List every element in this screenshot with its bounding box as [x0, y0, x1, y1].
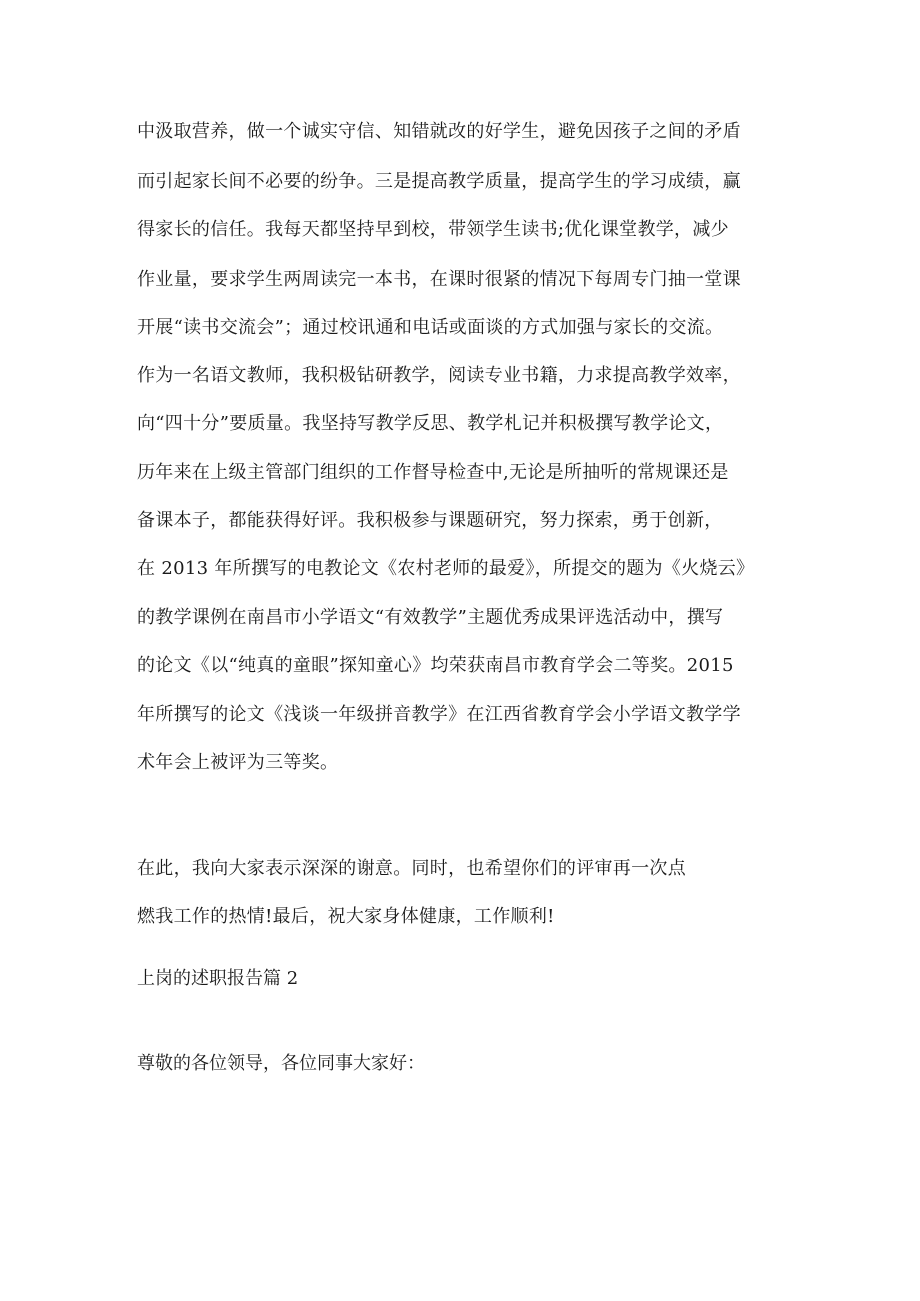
paragraph-line: 的教学课例在南昌市小学语文“有效教学”主题优秀成果评选活动中，撰写: [137, 607, 724, 628]
paragraph-line: 备课本子，都能获得好评。我积极参与课题研究，努力探索，勇于创新，: [137, 510, 723, 531]
paragraph-line: 得家长的信任。我每天都坚持早到校，带领学生读书;优化课堂教学，减少: [137, 219, 729, 240]
paragraph-line: 的论文《以“纯真的童眼”探知童心》均荣获南昌市教育学会二等奖。2015: [137, 655, 734, 676]
section-title: 上岗的述职报告篇 2: [137, 968, 299, 989]
paragraph-line: 年所撰写的论文《浅谈一年级拼音教学》在江西省教育学会小学语文教学学: [137, 704, 741, 725]
paragraph-line: 中汲取营养，做一个诚实守信、知错就改的好学生，避免因孩子之间的矛盾: [137, 121, 741, 142]
paragraph-line: 术年会上被评为三等奖。: [137, 752, 339, 773]
paragraph-line: 历年来在上级主管部门组织的工作督导检查中,无论是所抽听的常规课还是: [137, 462, 729, 483]
paragraph-line: 作为一名语文教师，我积极钻研教学，阅读专业书籍，力求提高教学效率，: [137, 365, 741, 386]
greeting: 尊敬的各位领导，各位同事大家好：: [137, 1053, 425, 1074]
paragraph-line: 在 2013 年所撰写的电教论文《农村老师的最爱》，所提交的题为《火烧云》: [137, 558, 755, 579]
paragraph-line: 向“四十分”要质量。我坚持写教学反思、教学札记并积极撰写教学论文，: [137, 413, 724, 434]
paragraph-line: 作业量，要求学生两周读完一本书，在课时很紧的情况下每周专门抽一堂课: [137, 269, 741, 290]
paragraph-line: 在此，我向大家表示深深的谢意。同时，也希望你们的评审再一次点: [137, 858, 686, 879]
paragraph-line: 而引起家长间不必要的纷争。三是提高教学质量，提高学生的学习成绩，赢: [137, 171, 741, 192]
paragraph-line: 开展“读书交流会”；通过校讯通和电话或面谈的方式加强与家长的交流。: [137, 317, 724, 338]
paragraph-line: 燃我工作的热情!最后，祝大家身体健康，工作顺利!: [137, 906, 555, 927]
